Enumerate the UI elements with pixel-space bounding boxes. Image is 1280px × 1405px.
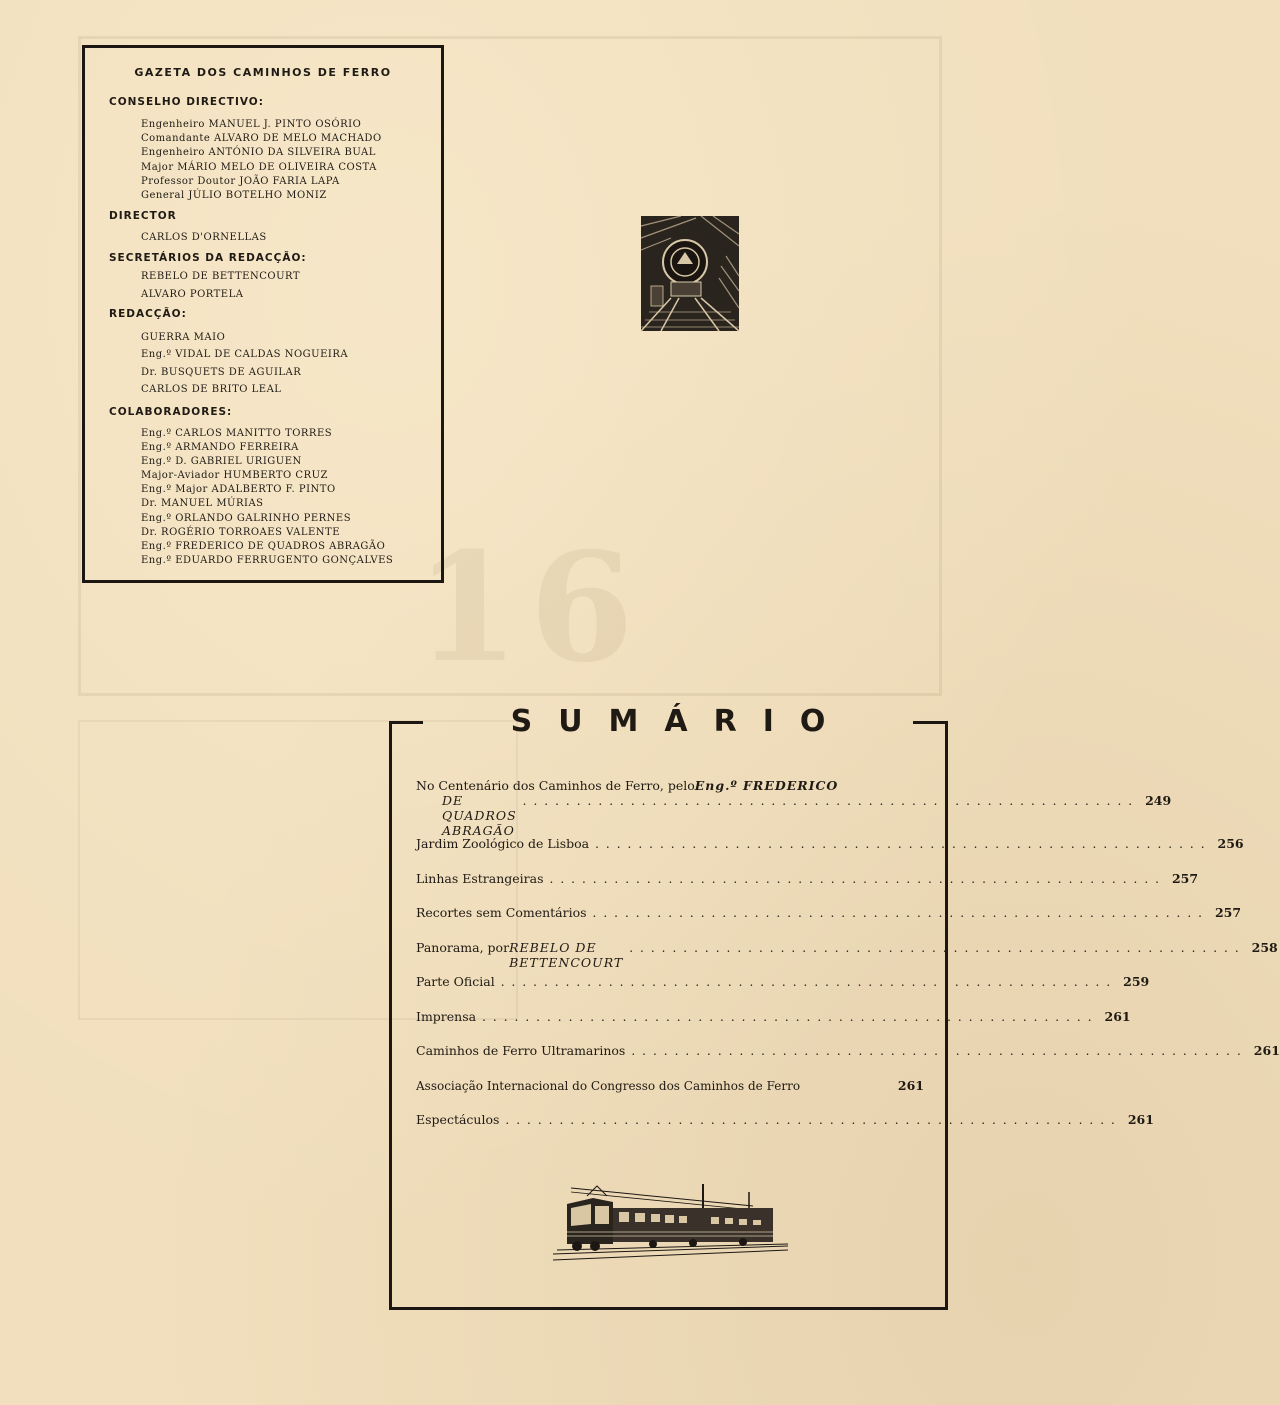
- staff-name: Eng.º ORLANDO GALRINHO PERNES: [141, 512, 352, 524]
- secretarios-names: [141, 268, 300, 304]
- toc-item[interactable]: [416, 778, 1172, 838]
- toc-item-author: REBELO DE BETTENCOURT: [509, 939, 624, 970]
- summary-rule-left: [389, 721, 423, 724]
- staff-name: Dr. BUSQUETS DE AGUILAR: [141, 366, 302, 378]
- staff-name: Professor Doutor JOÃO FARIA LAPA: [141, 175, 340, 187]
- section-heading-director: DIRECTOR: [109, 210, 177, 222]
- toc-item-line-1: [416, 778, 924, 793]
- section-heading-redaccao: REDACÇÃO:: [109, 308, 187, 320]
- staff-masthead-box: [82, 45, 444, 583]
- summary-title: SUMÁRIO: [510, 704, 852, 739]
- toc-item-title: Caminhos de Ferro Ultramarinos: [416, 1043, 626, 1058]
- toc-item-page: 261: [897, 1077, 924, 1093]
- show-through-number: 16: [415, 520, 644, 696]
- staff-name: Eng.º CARLOS MANITTO TORRES: [141, 428, 333, 439]
- leader-dots: .........................................................: [595, 837, 1212, 851]
- staff-name: Eng.º VIDAL DE CALDAS NOGUEIRA: [141, 349, 349, 361]
- toc-item[interactable]: [416, 836, 1244, 871]
- toc-item[interactable]: [416, 1008, 1131, 1044]
- section-heading-conselho: CONSELHO DIRECTIVO:: [109, 96, 264, 108]
- leader-dots: .........................................................: [592, 906, 1209, 920]
- table-of-contents: [416, 778, 1280, 1147]
- staff-name: Dr. ROGÉRIO TORROAES VALENTE: [141, 526, 341, 538]
- staff-name: Engenheiro MANUEL J. PINTO OSÓRIO: [141, 119, 362, 130]
- toc-item-page: 259: [1123, 974, 1150, 989]
- toc-item-title: No Centenário dos Caminhos de Ferro, pelo: [416, 778, 695, 793]
- toc-item-title: Associação Internacional do Congresso dos Caminhos de Ferro: [416, 1078, 801, 1093]
- electric-train-engraving-image: [553, 1180, 788, 1265]
- toc-item-title: Recortes sem Comentários: [416, 905, 587, 920]
- staff-name: Eng.º ARMANDO FERREIRA: [141, 442, 299, 454]
- director-names: [141, 230, 267, 246]
- toc-item-title: Imprensa: [416, 1008, 477, 1024]
- toc-item-page: 257: [1171, 870, 1199, 886]
- staff-name: Eng.º Major ADALBERTO F. PINTO: [141, 484, 336, 496]
- toc-item[interactable]: [416, 1112, 1154, 1147]
- leader-dots: .........................................................: [522, 794, 1140, 808]
- toc-item-line-2: [416, 793, 1172, 838]
- section-heading-secretarios: SECRETÁRIOS DA REDACÇÃO:: [109, 252, 307, 264]
- conselho-names: [141, 118, 382, 203]
- toc-item-author-cont: DE QUADROS ABRAGÃO: [442, 793, 517, 838]
- redaccao-names: [141, 329, 348, 398]
- toc-item-page: 261: [1253, 1043, 1280, 1058]
- staff-name: CARLOS D'ORNELLAS: [141, 232, 267, 243]
- staff-name: Major-Aviador HUMBERTO CRUZ: [141, 470, 328, 482]
- colaboradores-names: [141, 427, 393, 568]
- toc-item-title: Linhas Estrangeiras: [416, 870, 544, 886]
- toc-item-page: 256: [1217, 836, 1244, 851]
- toc-item-page: 261: [1104, 1008, 1131, 1024]
- staff-name: General JÚLIO BOTELHO MONIZ: [141, 190, 327, 202]
- staff-name: REBELO DE BETTENCOURT: [141, 271, 301, 282]
- toc-item[interactable]: [416, 870, 1199, 906]
- staff-name: Eng.º D. GABRIEL URIGUEN: [141, 456, 302, 468]
- toc-item-title: Panorama, por: [416, 939, 510, 955]
- toc-item[interactable]: [416, 974, 1150, 1009]
- toc-item-page: 249: [1145, 793, 1172, 808]
- leader-dots: .........................................................: [500, 975, 1118, 989]
- toc-item[interactable]: [416, 905, 1242, 940]
- leader-dots: .........................................................: [549, 871, 1166, 886]
- leader-dots: .........................................................: [505, 1113, 1122, 1127]
- masthead-title: GAZETA DOS CAMINHOS DE FERRO: [134, 66, 392, 79]
- staff-name: Major MÁRIO MELO DE OLIVEIRA COSTA: [141, 161, 377, 173]
- toc-item-page: 257: [1214, 905, 1242, 920]
- steam-locomotive-woodcut-image: [641, 216, 739, 331]
- toc-item-author: Eng.º FREDERICO: [694, 778, 839, 793]
- leader-dots: .........................................................: [631, 1044, 1248, 1058]
- toc-item[interactable]: [416, 1043, 1280, 1078]
- toc-item-title: Parte Oficial: [416, 974, 495, 989]
- staff-name: CARLOS DE BRITO LEAL: [141, 383, 282, 395]
- staff-name: Eng.º FREDERICO DE QUADROS ABRAGÃO: [141, 540, 386, 552]
- staff-name: Dr. MANUEL MÚRIAS: [141, 498, 264, 510]
- toc-item-title: Jardim Zoológico de Lisboa: [416, 836, 590, 851]
- summary-rule-right: [913, 721, 948, 724]
- section-heading-colaboradores: COLABORADORES:: [109, 406, 233, 418]
- toc-item[interactable]: [416, 1078, 924, 1113]
- staff-name: Engenheiro ANTÓNIO DA SILVEIRA BUAL: [141, 147, 376, 159]
- staff-name: GUERRA MAIO: [141, 332, 226, 343]
- staff-name: Eng.º EDUARDO FERRUGENTO GONÇALVES: [141, 554, 394, 566]
- toc-item[interactable]: [416, 939, 1278, 975]
- leader-dots: .........................................................: [629, 940, 1246, 955]
- staff-name: Comandante ALVARO DE MELO MACHADO: [141, 133, 382, 145]
- toc-item-page: 261: [1127, 1112, 1154, 1127]
- staff-name: ALVARO PORTELA: [141, 289, 244, 300]
- leader-dots: .........................................................: [482, 1009, 1099, 1024]
- toc-item-title: Espectáculos: [416, 1112, 500, 1127]
- toc-item-page: 258: [1251, 939, 1278, 955]
